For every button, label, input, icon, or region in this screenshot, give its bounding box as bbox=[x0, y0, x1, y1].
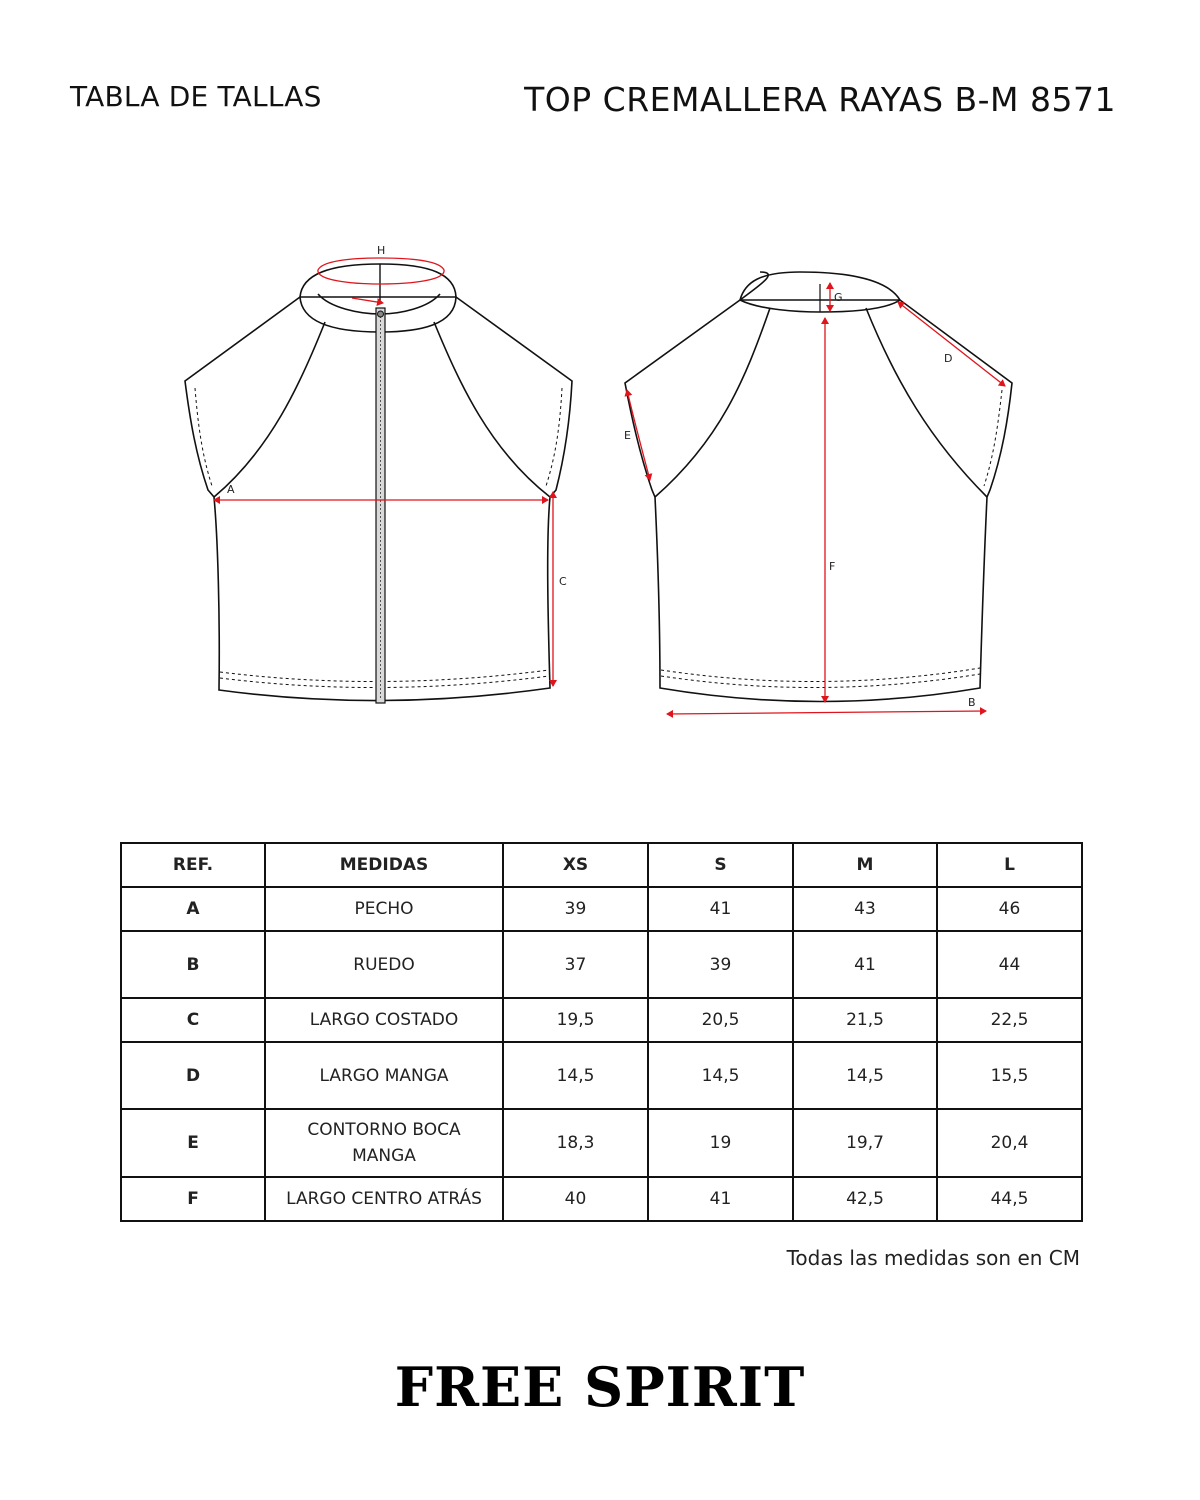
table-row bbox=[121, 1042, 1082, 1109]
table-row bbox=[121, 887, 1082, 931]
cell-ref: C bbox=[121, 998, 265, 1042]
cell-medida: LARGO CENTRO ATRÁS bbox=[265, 1177, 503, 1221]
cell-medida: RUEDO bbox=[265, 931, 503, 998]
size-table bbox=[120, 842, 1083, 1222]
measure-h bbox=[318, 258, 444, 284]
cell-l: 46 bbox=[937, 887, 1082, 931]
cell-ref: F bbox=[121, 1177, 265, 1221]
cell-l: 44,5 bbox=[937, 1177, 1082, 1221]
cell-m: 41 bbox=[793, 931, 937, 998]
cell-ref: E bbox=[121, 1109, 265, 1177]
cell-s: 19 bbox=[648, 1109, 793, 1177]
col-header-xs: XS bbox=[503, 843, 648, 887]
table-row bbox=[121, 931, 1082, 998]
cell-s: 41 bbox=[648, 1177, 793, 1221]
label-g: G bbox=[834, 291, 843, 304]
measure-d bbox=[898, 302, 1005, 386]
cell-xs: 18,3 bbox=[503, 1109, 648, 1177]
cell-s: 14,5 bbox=[648, 1042, 793, 1109]
cell-xs: 39 bbox=[503, 887, 648, 931]
cell-l: 22,5 bbox=[937, 998, 1082, 1042]
table-row bbox=[121, 1109, 1082, 1177]
front-view bbox=[185, 264, 572, 703]
cell-ref: A bbox=[121, 887, 265, 931]
cell-xs: 37 bbox=[503, 931, 648, 998]
cell-s: 41 bbox=[648, 887, 793, 931]
cell-m: 43 bbox=[793, 887, 937, 931]
cell-ref: D bbox=[121, 1042, 265, 1109]
cell-medida: LARGO COSTADO bbox=[265, 998, 503, 1042]
back-view bbox=[625, 272, 1012, 702]
back-measurements bbox=[627, 283, 1005, 714]
cell-m: 19,7 bbox=[793, 1109, 937, 1177]
product-title: TOP CREMALLERA RAYAS B-M 8571 bbox=[524, 80, 1116, 119]
label-f: F bbox=[829, 560, 836, 573]
table-row bbox=[121, 1177, 1082, 1221]
cell-s: 39 bbox=[648, 931, 793, 998]
cell-medida: CONTORNO BOCA MANGA bbox=[265, 1109, 503, 1177]
col-header-medidas: MEDIDAS bbox=[265, 843, 503, 887]
col-header-l: L bbox=[937, 843, 1082, 887]
cell-medida: LARGO MANGA bbox=[265, 1042, 503, 1109]
cell-ref: B bbox=[121, 931, 265, 998]
cell-m: 42,5 bbox=[793, 1177, 937, 1221]
units-note: Todas las medidas son en CM bbox=[786, 1246, 1080, 1270]
label-h: H bbox=[377, 244, 386, 257]
table-row bbox=[121, 998, 1082, 1042]
cell-xs: 14,5 bbox=[503, 1042, 648, 1109]
cell-l: 44 bbox=[937, 931, 1082, 998]
col-header-ref: REF. bbox=[121, 843, 265, 887]
cell-m: 21,5 bbox=[793, 998, 937, 1042]
brand-logo: FREE SPIRIT bbox=[394, 1355, 806, 1419]
back-outline bbox=[625, 300, 1012, 702]
label-c: C bbox=[559, 575, 567, 588]
measure-b bbox=[667, 711, 986, 714]
label-d: D bbox=[944, 352, 953, 365]
cell-l: 15,5 bbox=[937, 1042, 1082, 1109]
cell-s: 20,5 bbox=[648, 998, 793, 1042]
col-header-s: S bbox=[648, 843, 793, 887]
label-a: A bbox=[227, 483, 235, 496]
label-b: B bbox=[968, 696, 976, 709]
cell-xs: 19,5 bbox=[503, 998, 648, 1042]
cell-l: 20,4 bbox=[937, 1109, 1082, 1177]
label-e: E bbox=[624, 429, 631, 442]
col-header-m: M bbox=[793, 843, 937, 887]
cell-xs: 40 bbox=[503, 1177, 648, 1221]
cell-m: 14,5 bbox=[793, 1042, 937, 1109]
front-collar bbox=[300, 264, 456, 297]
cell-medida: PECHO bbox=[265, 887, 503, 931]
page-title: TABLA DE TALLAS bbox=[70, 80, 322, 113]
table-header-row bbox=[121, 843, 1082, 887]
